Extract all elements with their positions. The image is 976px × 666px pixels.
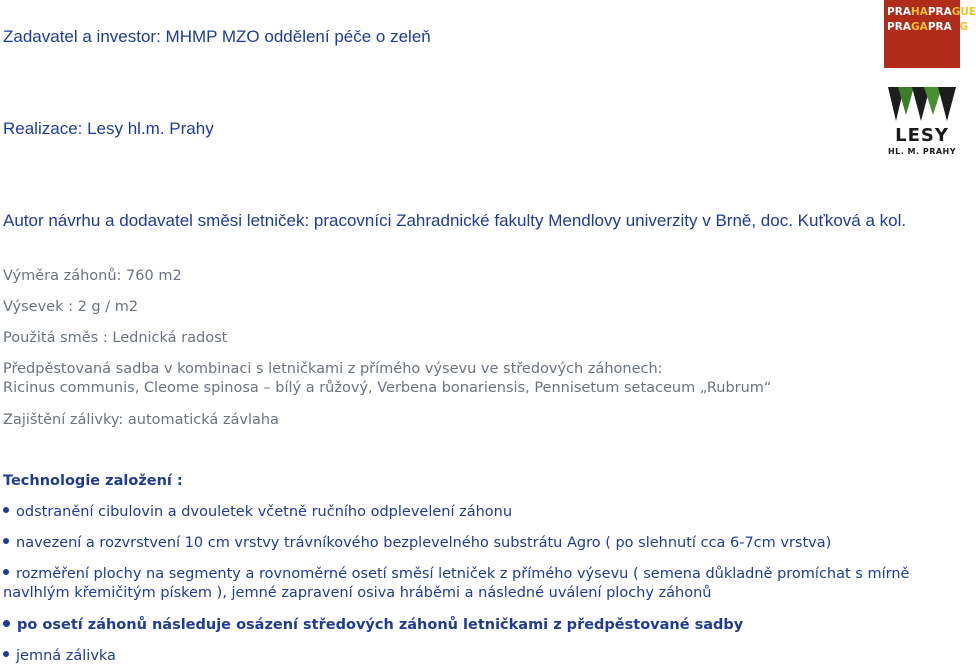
list-item-text: navezení a rozvrstvení 10 cm vrstvy trávníkového bezplevelného substrátu Agro ( po slehnutí cca 6-7cm vrstva)	[16, 535, 832, 551]
zalivka-line: Zajištění zálivky: automatická závlaha	[3, 412, 279, 428]
list-item-text: odstranění cibulovin a dvouletek včetně ručního odplevelení záhonu	[16, 504, 513, 520]
tree-icon	[884, 85, 960, 125]
bullet-icon	[3, 507, 9, 513]
realizace-line: Realizace: Lesy hl.m. Prahy	[3, 119, 214, 138]
list-item	[3, 534, 831, 553]
lesy-name: LESY	[895, 125, 949, 146]
praha-logo	[884, 0, 976, 68]
bullet-icon	[3, 569, 9, 575]
lesy-logo	[884, 85, 960, 159]
logo-text: HA	[910, 5, 928, 18]
list-item-text: rozměření plochy na segmenty a rovnoměrné osetí směsí letniček z přímého výsevu ( semena důkladně promíchat s mírně	[16, 566, 910, 582]
lesy-subtitle: HL. M. PRAHY	[887, 147, 957, 156]
list-item-text-continued: navlhlým křemičitým pískem ), jemné zapravení osiva hráběmi a následné uválení plochy záhonů	[3, 585, 712, 601]
logo-text: PRA	[887, 5, 911, 18]
logo-text: PRA	[927, 20, 952, 33]
logo-text: PRA	[927, 5, 952, 18]
bullet-icon	[3, 538, 9, 544]
list-item-text: jemná zálivka	[16, 648, 116, 664]
vymera-line: Výměra záhonů: 760 m2	[3, 268, 182, 284]
sadba-line-1: Předpěstovaná sadba v kombinaci s letničkami z přímého výsevu ve středových záhonech:	[3, 361, 663, 377]
bullet-icon	[3, 651, 9, 657]
sadba-line-2: Ricinus communis, Cleome spinosa – bílý a růžový, Verbena bonariensis, Pennisetum setaceum „Rubrum“	[3, 380, 772, 396]
logo-text: GA	[911, 20, 928, 33]
vysevek-line: Výsevek : 2 g / m2	[3, 299, 139, 315]
investor-line: Zadavatel a investor: MHMP MZO oddělení péče o zeleň	[3, 27, 431, 46]
bullet-icon	[3, 620, 10, 627]
list-item	[3, 503, 512, 522]
logo-text: G	[959, 20, 969, 33]
list-item	[3, 647, 116, 666]
autor-line: Autor návrhu a dodavatel směsi letniček: pracovníci Zahradnické fakulty Mendlovy univerzity v Brně, doc. Kuťková a kol.	[3, 211, 907, 230]
logo-text: PRA	[887, 20, 911, 33]
technologie-heading: Technologie založení :	[3, 473, 183, 489]
logo-text: GUE	[951, 5, 976, 18]
list-item	[3, 616, 743, 635]
list-item-text: po osetí záhonů následuje osázení středových záhonů letničkami z předpěstované sadby	[17, 617, 744, 633]
smes-line: Použitá směs : Lednická radost	[3, 330, 228, 346]
list-item	[3, 565, 909, 603]
